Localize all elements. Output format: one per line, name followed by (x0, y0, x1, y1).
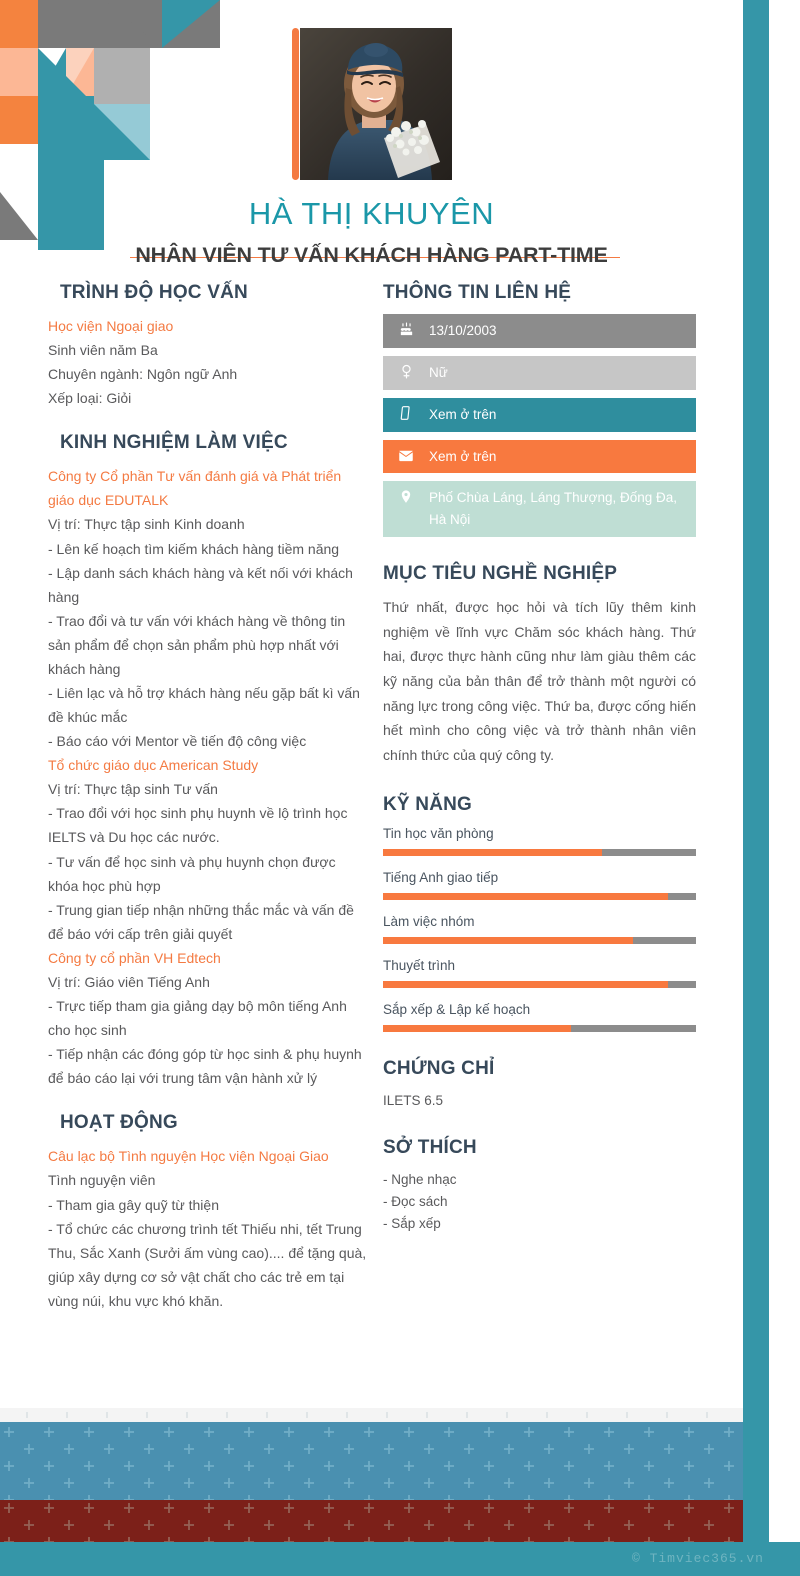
location-pin-icon (383, 487, 429, 505)
experience-org: Công ty Cổ phần Tư vấn đánh giá và Phát triển giáo dục EDUTALK (48, 468, 342, 509)
experience-line: Vị trí: Giáo viên Tiếng Anh (48, 973, 210, 990)
skill-fill (383, 1025, 571, 1032)
contact-row-phone[interactable] (383, 398, 696, 432)
contact-value: Xem ở trên (429, 406, 497, 422)
skill-fill (383, 849, 602, 856)
envelope-icon (383, 446, 429, 465)
job-title: NHÂN VIÊN TƯ VẤN KHÁCH HÀNG PART-TIME (135, 243, 608, 267)
skill-item (383, 870, 696, 900)
female-gender-icon (383, 362, 429, 380)
skill-fill (383, 937, 633, 944)
section-heading-objective: MỤC TIÊU NGHỀ NGHIỆP (383, 563, 618, 585)
section-heading-experience: KINH NGHIỆM LÀM VIỆC (60, 432, 288, 454)
interest-item: - Nghe nhạc (383, 1172, 457, 1188)
experience-line: - Tư vấn để học sinh và phụ huynh chọn được khóa học phù hợp (48, 853, 336, 894)
education-line: Sinh viên năm Ba (48, 342, 158, 359)
experience-line: - Tiếp nhận các đóng góp từ học sinh & phụ huynh để báo cáo lại với trung tâm vận hành xử lý (48, 1046, 362, 1087)
experience-line: - Liên lạc và hỗ trợ khách hàng nếu gặp bất kì vấn đề khúc mắc (48, 685, 360, 726)
page-title: HÀ THỊ KHUYÊN (248, 196, 495, 231)
education-line: Xếp loại: Giỏi (48, 390, 132, 407)
experience-line: - Báo cáo với Mentor về tiến độ công việc (48, 733, 307, 750)
footer-red-band (0, 1500, 743, 1542)
activities-line: - Tham gia gây quỹ từ thiện (48, 1196, 219, 1213)
experience-org: Tổ chức giáo dục American Study (48, 757, 259, 774)
experience-line: - Trung gian tiếp nhận những thắc mắc và vấn đề để báo với cấp trên giải quyết (48, 901, 354, 942)
contact-value: 13/10/2003 (429, 323, 497, 338)
right-edge-stripe (743, 0, 769, 1576)
left-column (48, 282, 368, 1313)
experience-line: - Trao đổi với học sinh phụ huynh về lộ trình học IELTS và Du học các nước. (48, 805, 348, 846)
skill-track (383, 849, 696, 856)
experience-line: - Lên kế hoạch tìm kiếm khách hàng tiềm năng (48, 540, 340, 557)
experience-line: - Trao đổi và tư vấn với khách hàng về thông tin sản phẩm để chọn sản phẩm phù hợp nhất với khách hàng (48, 612, 346, 677)
section-heading-activities: HOẠT ĐỘNG (60, 1112, 178, 1134)
skill-track (383, 937, 696, 944)
right-white-margin (769, 0, 800, 1576)
activities-line: Tình nguyện viên (48, 1172, 156, 1189)
skill-label: Sắp xếp & Lập kế hoạch (383, 1001, 531, 1017)
footer-right-stripe (743, 1408, 769, 1542)
contact-row-gender (383, 356, 696, 390)
experience-line: - Lập danh sách khách hàng và kết nối với khách hàng (48, 564, 353, 605)
contact-value: Nữ (429, 364, 448, 380)
photo-accent-bar (292, 28, 299, 180)
section-heading-contact: THÔNG TIN LIÊN HỆ (383, 282, 572, 303)
contact-row-email[interactable] (383, 440, 696, 474)
skill-fill (383, 893, 668, 900)
skill-item (383, 958, 696, 988)
footer-thin-band (0, 1408, 743, 1422)
contact-value: Xem ở trên (429, 448, 497, 464)
experience-org: Công ty cổ phần VH Edtech (48, 949, 221, 966)
section-heading-certificates: CHỨNG CHỈ (383, 1057, 495, 1079)
skill-item (383, 826, 696, 856)
watermark: © Timviec365.vn (631, 1551, 764, 1566)
contact-value: Phố Chùa Láng, Láng Thượng, Đống Đa, Hà Nội (429, 490, 678, 528)
interest-item: - Sắp xếp (383, 1216, 441, 1232)
section-heading-education: TRÌNH ĐỘ HỌC VẤN (60, 282, 248, 303)
education-org: Học viện Ngoại giao (48, 318, 174, 334)
activities-line: - Tổ chức các chương trình tết Thiếu nhi, tết Trung Thu, Sắc Xanh (Sưởi ấm vùng cao).... để tặng quà, giúp xây dựng cơ sở vật chất cho các trẻ em tại vùng núi, khu vực khó khăn. (48, 1220, 367, 1309)
skill-label: Tin học văn phòng (383, 825, 494, 841)
skill-item (383, 1002, 696, 1032)
experience-line: - Trực tiếp tham gia giảng dạy bộ môn tiếng Anh cho học sinh (48, 998, 347, 1039)
skill-label: Thuyết trình (383, 957, 456, 973)
phone-icon (383, 404, 429, 421)
contact-row-address (383, 481, 696, 537)
section-heading-skills: KỸ NĂNG (383, 793, 473, 815)
contact-row-birthday (383, 314, 696, 348)
skill-label: Làm việc nhóm (383, 913, 475, 929)
certificate-item: ILETS 6.5 (383, 1092, 444, 1108)
birthday-cake-icon (383, 320, 429, 338)
portrait-photo (300, 28, 452, 180)
skill-track (383, 893, 696, 900)
section-heading-interests: SỞ THÍCH (383, 1137, 477, 1159)
experience-line: Vị trí: Thực tập sinh Tư vấn (48, 781, 218, 798)
objective-text: Thứ nhất, được học hỏi và tích lũy thêm kinh nghiệm về lĩnh vực Chăm sóc khách hàng. Thứ hai, được thực hành cũng như làm giàu thêm các kỹ năng của bản thân để trở thành một người có năng lực trong công việc. Thứ ba, được cống hiến hết mình cho công việc và trở thành nhân viên chính thức của quý công ty. (383, 599, 696, 763)
activities-org: Câu lạc bộ Tình nguyện Học viện Ngoại Giao (48, 1148, 329, 1165)
skill-track (383, 1025, 696, 1032)
education-line: Chuyên ngành: Ngôn ngữ Anh (48, 366, 238, 383)
interest-item: - Đọc sách (383, 1194, 448, 1210)
skill-fill (383, 981, 668, 988)
right-column (383, 282, 696, 1235)
job-title-wrap (0, 243, 743, 268)
footer-blue-band (0, 1422, 743, 1500)
skill-label: Tiếng Anh giao tiếp (383, 869, 499, 885)
footer (0, 1408, 800, 1576)
skill-item (383, 914, 696, 944)
skill-track (383, 981, 696, 988)
experience-line: Vị trí: Thực tập sinh Kinh doanh (48, 516, 245, 533)
avatar (300, 28, 452, 180)
